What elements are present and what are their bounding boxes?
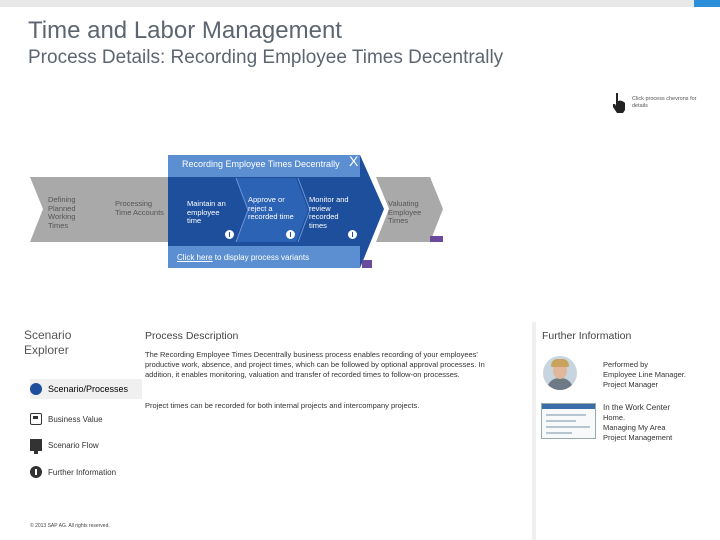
nav-scenario-flow[interactable] (30, 439, 99, 451)
band-corner-mark (362, 260, 372, 268)
person-avatar (543, 356, 577, 390)
nav-label: Further Information (48, 467, 117, 477)
monitor-icon (30, 439, 42, 451)
performed-by-role: Employee Line Manager. (603, 370, 686, 379)
click-hint-text: Click process chevrons for details (632, 96, 697, 109)
nav-scenario-processes[interactable] (30, 379, 142, 399)
chevron-corner-mark (430, 236, 443, 242)
hand-pointer-icon (612, 92, 626, 114)
business-value-icon (30, 413, 42, 425)
page-title: Time and Labor Management (28, 17, 342, 44)
step-label: Approve or reject a recorded time (248, 195, 294, 221)
performed-by (603, 360, 713, 390)
nav-business-value[interactable] (30, 413, 103, 425)
work-center-info (603, 403, 713, 443)
nav-further-information[interactable] (30, 466, 116, 478)
work-center-item: Managing My Area (603, 423, 666, 432)
info-icon[interactable] (225, 230, 234, 239)
nav-label: Scenario Flow (48, 440, 99, 450)
work-center-item: Home. (603, 413, 626, 422)
process-description-heading: Process Description (145, 330, 239, 342)
step-label: Processing Time Accounts (115, 199, 164, 217)
work-center-label: In the Work Center (603, 403, 670, 412)
copyright: © 2013 SAP AG. All rights reserved. (30, 523, 110, 529)
top-bar (0, 0, 720, 7)
process-description-text: The Recording Employee Times Decentrally business process enables recording of your employees' productive work, absence, and project times, which can be followed by optional approval processes. In addition, it enables monitoring, valuation and transfer of recorded times to follow-on processes. (145, 350, 485, 379)
step-label: Defining Planned Working Times (48, 195, 76, 230)
process-description-text-2: Project times can be recorded for both internal projects and intercompany projects. (145, 401, 420, 410)
nav-label: Business Value (48, 414, 103, 424)
scenario-icon (30, 383, 42, 395)
performed-by-label: Performed by (603, 360, 649, 369)
step-label: Monitor and review recorded times (309, 195, 349, 230)
info-icon[interactable] (348, 230, 357, 239)
performed-by-role: Project Manager (603, 380, 659, 389)
nav-label: Scenario/Processes (48, 384, 129, 394)
info-icon (30, 466, 42, 478)
process-variants-suffix: to display process variants (212, 253, 310, 262)
process-variants-text (177, 253, 309, 262)
process-variants-link[interactable]: Click here (177, 253, 213, 262)
info-icon[interactable] (286, 230, 295, 239)
scenario-explorer-title: Scenario Explorer (24, 328, 72, 357)
page-subtitle: Process Details: Recording Employee Times Decentrally (28, 47, 504, 68)
top-bar-accent (694, 0, 720, 7)
work-center-screenshot (541, 403, 596, 439)
close-icon[interactable]: X (349, 153, 359, 169)
expanded-process-title: Recording Employee Times Decentrally (182, 159, 340, 169)
process-flow (0, 150, 720, 270)
further-information-heading: Further Information (542, 330, 632, 342)
work-center-item: Project Management (603, 433, 673, 442)
process-flow-shapes (0, 150, 720, 270)
step-label: Maintain an employee time (187, 199, 226, 225)
step-label: Valuating Employee Times (388, 199, 422, 225)
